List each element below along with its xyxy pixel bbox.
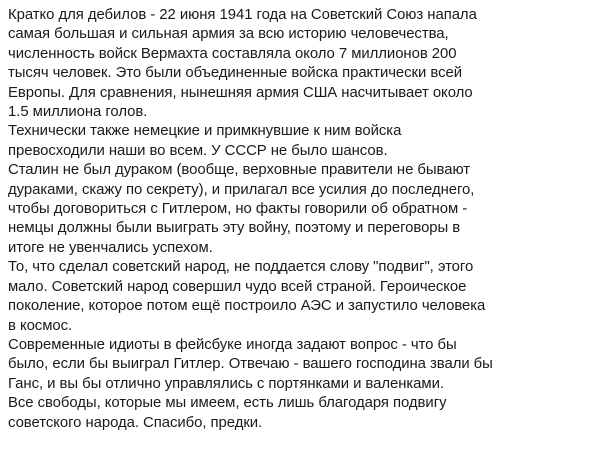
text-line-16: поколение, которое потом ещё построило АЭС и запустило человека xyxy=(8,298,486,315)
text-line-20: Ганс, и вы бы отлично управлялись с портянками и валенками. xyxy=(8,375,444,392)
text-line-6: 1.5 миллиона голов. xyxy=(8,104,148,121)
text-line-11: чтобы договориться с Гитлером, но факты говорили об обратном - xyxy=(8,201,468,218)
text-line-4: тысяч человек. Это были объединенные войска практически всей xyxy=(8,65,462,82)
text-body xyxy=(8,6,598,433)
text-line-12: немцы должны были выиграть эту войну, поэтому и переговоры в xyxy=(8,220,461,237)
text-line-3: численность войск Вермахта составляла около 7 миллионов 200 xyxy=(8,45,457,62)
text-line-10: дураками, скажу по секрету), и прилагал все усилия до последнего, xyxy=(8,181,475,198)
text-line-9: Сталин не был дураком (вообще, верховные правители не бывают xyxy=(8,162,471,179)
text-line-15: мало. Советский народ совершил чудо всей страной. Героическое xyxy=(8,278,467,295)
text-line-22: советского народа. Спасибо, предки. xyxy=(8,414,263,431)
text-line-18: Современные идиоты в фейсбуке иногда задают вопрос - что бы xyxy=(8,336,457,353)
text-line-1: Кратко для дебилов - 22 июня 1941 года на Советский Союз напала xyxy=(8,7,477,23)
text-line-5: Европы. Для сравнения, нынешняя армия США насчитывает около xyxy=(8,84,473,101)
text-line-17: в космос. xyxy=(8,317,73,334)
text-line-19: было, если бы выиграл Гитлер. Отвечаю - вашего господина звали бы xyxy=(8,356,493,373)
text-line-13: итоге не увенчались успехом. xyxy=(8,239,213,256)
text-line-2: самая большая и сильная армия за всю историю человечества, xyxy=(8,26,449,43)
text-line-21: Все свободы, которые мы имеем, есть лишь благодаря подвигу xyxy=(8,395,447,412)
text-line-8: превосходили наши во всем. У СССР не было шансов. xyxy=(8,142,388,159)
text-line-7: Технически также немецкие и примкнувшие к ним войска xyxy=(8,123,402,140)
text-line-14: То, что сделал советский народ, не поддается слову "подвиг", этого xyxy=(8,259,474,276)
